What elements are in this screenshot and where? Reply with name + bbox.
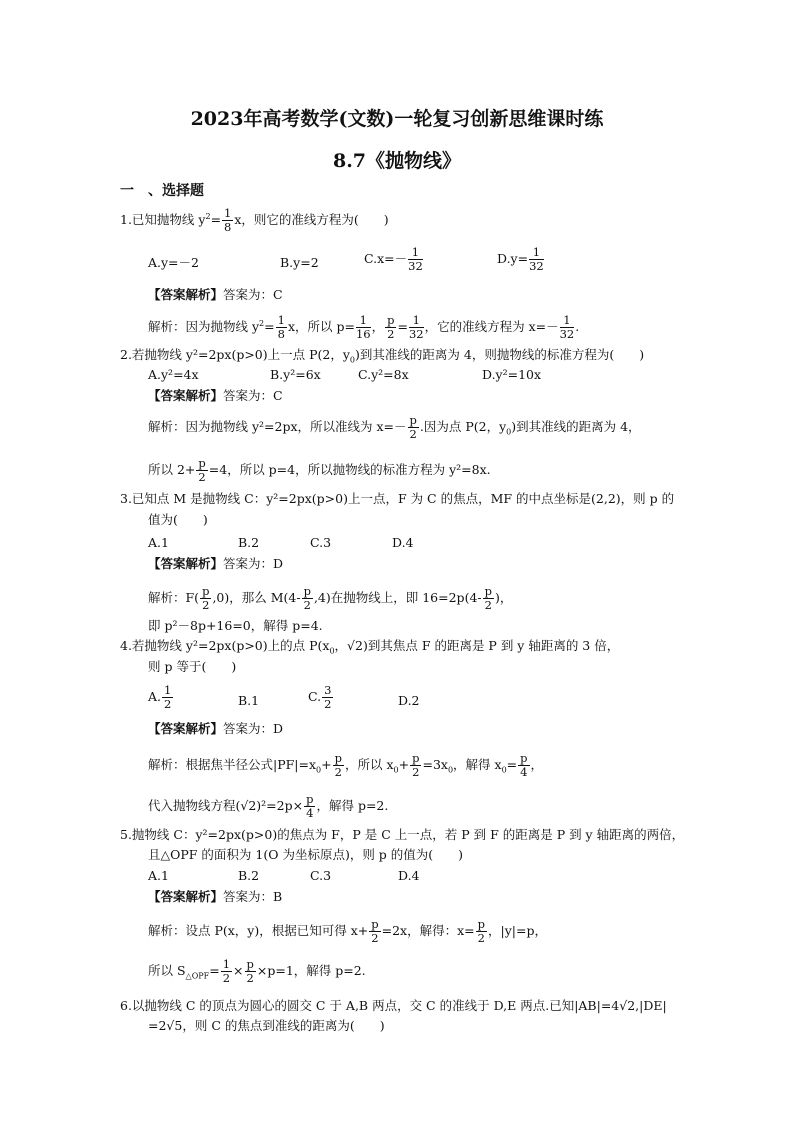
question-2-option-a: A.y²=4x bbox=[148, 367, 199, 382]
question-5-stem-line-2: 且△OPF 的面积为 1(O 为坐标原点)，则 p 的值为( ) bbox=[148, 847, 464, 862]
question-5-solution-line-2: 所以 $S_{\triangle OPF}=$ $\frac{1}{2}$ × $\frac{p}{2}$ ×p=1，解得 p=2. bbox=[148, 957, 366, 985]
question-5-solution-line-1: 解析：设点 P(x，y)，根据已知可得 x+ $\frac{p}{2}$ =2x，解得：x= $\frac{p}{2}$ ，|y|=p， bbox=[148, 917, 547, 945]
question-4-solution-line-2: 代入抛物线方程(√2)²=2p× $\frac{p}{4}$ ，解得 p=2. bbox=[148, 792, 389, 820]
question-3-solution-line-2: 即 p²－8p+16=0，解得 p=4. bbox=[148, 618, 323, 633]
question-6-stem-line-1: 6.以抛物线 C 的顶点为圆心的圆交 C 于 A,B 两点，交 C 的准线于 D,E 两点.已知|AB|=4√2,|DE| bbox=[120, 998, 667, 1013]
question-1-option-c: C.x=－ $\frac{1}{32}$ bbox=[364, 245, 423, 273]
question-3-option-a: A.1 bbox=[148, 535, 169, 550]
question-5-stem-line-1: 5.抛物线 C：y²=2px(p>0)的焦点为 F，P 是 C 上一点，若 P 到 F 的距离是 P 到 y 轴距离的两倍， bbox=[120, 827, 685, 842]
question-3-stem-line-1: 3.已知点 M 是抛物线 C：y²=2px(p>0)上一点，F 为 C 的焦点，MF 的中点坐标是(2,2)，则 p 的 bbox=[120, 491, 675, 506]
question-2-option-b: B.y²=6x bbox=[270, 367, 321, 382]
question-4-option-d: D.2 bbox=[398, 693, 420, 708]
question-1-stem: 1.已知抛物线 $y^2=$ $\frac{1}{8}$ x，则它的准线方程为( ) bbox=[120, 206, 389, 234]
question-4-option-b: B.1 bbox=[238, 693, 260, 708]
question-1-answer: 【答案解析】答案为：C bbox=[148, 287, 283, 302]
question-3-option-b: B.2 bbox=[238, 535, 260, 550]
question-4-stem-line-1: 4.若抛物线 y²=2px(p>0)上的点 $P(x_0$，√2)到其焦点 F 的距离是 P 到 y 轴距离的 3 倍， bbox=[120, 638, 620, 656]
question-5-option-a: A.1 bbox=[148, 868, 169, 883]
question-2-option-d: D.y²=10x bbox=[482, 367, 542, 382]
question-4-option-a: A. $\frac{1}{2}$ bbox=[148, 683, 172, 711]
question-2-option-c: C.y²=8x bbox=[358, 367, 409, 382]
question-3-option-c: C.3 bbox=[310, 535, 332, 550]
question-4-stem-line-2: 则 p 等于( ) bbox=[148, 659, 237, 674]
question-3-option-d: D.4 bbox=[392, 535, 414, 550]
question-3-stem-line-2: 值为( ) bbox=[148, 512, 208, 527]
question-5-option-c: C.3 bbox=[310, 868, 332, 883]
question-4-option-c: C. $\frac{3}{2}$ bbox=[308, 683, 332, 711]
question-3-answer: 【答案解析】答案为：D bbox=[148, 556, 284, 571]
question-2-solution-line-2: 所以 2+ $\frac{p}{2}$ =4，所以 p=4，所以抛物线的标准方程为 y²=8x. bbox=[148, 456, 491, 484]
question-3-solution-line-1: 解析：F( $\frac{p}{2}$ ,0)，那么 M(4- $\frac{p}{2}$ ,4)在抛物线上，即 16=2p(4- $\frac{p}{2}$ )， bbox=[148, 584, 513, 612]
question-1-solution: 解析：因为抛物线 $y^2=$ $\frac{1}{8}$ x，所以 p= $\frac{1}{16}$ ， $\frac{p}{2}$ = $\frac{1}{32}$ ，它的准线方程为 x=－ $\frac{1}{32}$ . bbox=[148, 313, 580, 341]
question-1-option-b: B.y=2 bbox=[280, 255, 319, 270]
question-4-answer: 【答案解析】答案为：D bbox=[148, 721, 284, 736]
section-heading: 一 、选择题 bbox=[120, 183, 204, 199]
question-2-solution-line-1: 解析：因为抛物线 y²=2px，所以准线为 x=－ $\frac{p}{2}$ .因为点 P(2，$y_0$)到其准线的距离为 4， bbox=[148, 413, 641, 441]
question-5-option-d: D.4 bbox=[398, 868, 420, 883]
question-6-stem-line-2: =2√5，则 C 的焦点到准线的距离为( ) bbox=[148, 1018, 385, 1033]
question-1-option-a: A.y=－2 bbox=[148, 255, 199, 270]
document-title: 2023年高考数学(文数)一轮复习创新思维课时练 bbox=[190, 108, 604, 130]
question-5-option-b: B.2 bbox=[238, 868, 260, 883]
question-1-option-d: D.y= $\frac{1}{32}$ bbox=[497, 245, 544, 273]
document-subtitle: 8.7《抛物线》 bbox=[332, 150, 462, 172]
question-2-answer: 【答案解析】答案为：C bbox=[148, 388, 283, 403]
question-4-solution-line-1: 解析：根据焦半径公式$|PF|=x_0+$ $\frac{p}{2}$ ，所以 $x_0+$ $\frac{p}{2}$ $=3x_0$，解得 $x_0=$ $\frac{p}{4}$ ， bbox=[148, 751, 544, 779]
question-5-answer: 【答案解析】答案为：B bbox=[148, 889, 283, 904]
question-2-stem: 2.若抛物线 y²=2px(p>0)上一点 P(2，$y_0$)到其准线的距离为 4，则抛物线的标准方程为( ) bbox=[120, 347, 645, 365]
fraction: $\frac{1}{8}$ bbox=[224, 206, 232, 234]
